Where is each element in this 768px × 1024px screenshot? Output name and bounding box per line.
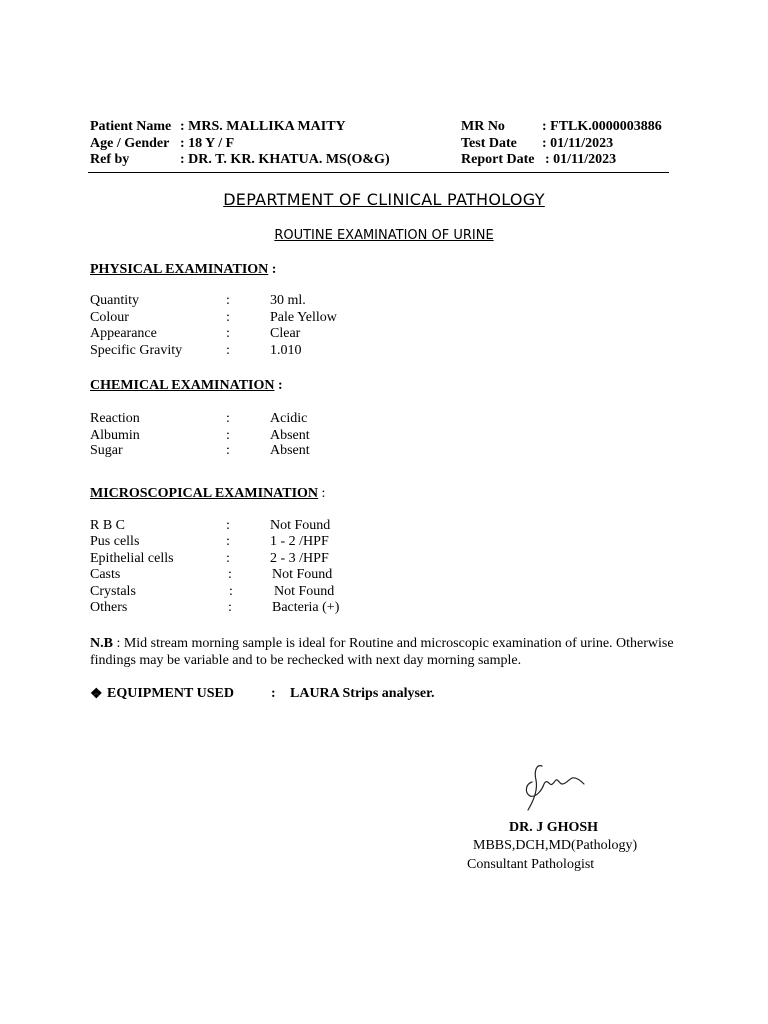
note-paragraph	[90, 635, 690, 669]
mr-no-label: MR No	[461, 119, 505, 134]
microscopical-title-text: MICROSCOPICAL EXAMINATION	[90, 486, 319, 501]
result-label: Casts	[90, 567, 121, 582]
result-value: Bacteria (+)	[272, 600, 340, 615]
result-label: Colour	[90, 310, 129, 325]
result-value: 1.010	[270, 343, 302, 358]
result-label: Sugar	[90, 443, 123, 458]
result-value: Pale Yellow	[270, 310, 337, 325]
patient-name-value: : MRS. MALLIKA MAITY	[180, 119, 346, 134]
chemical-title-text: CHEMICAL EXAMINATION	[90, 378, 275, 393]
result-label: Pus cells	[90, 534, 140, 549]
ref-by-value: : DR. T. KR. KHATUA. MS(O&G)	[180, 152, 390, 167]
microscopical-title-suffix: :	[318, 486, 326, 501]
result-label: Crystals	[90, 584, 136, 599]
patient-name-label: Patient Name	[90, 119, 172, 134]
signatory-role: Consultant Pathologist	[467, 857, 595, 872]
result-value: 1 - 2 /HPF	[270, 534, 329, 549]
result-separator: :	[226, 343, 230, 358]
chemical-title-suffix: :	[274, 378, 283, 393]
signatory-name: DR. J GHOSH	[509, 820, 599, 835]
diamond-bullet-icon: ❖	[90, 687, 103, 702]
result-label: Appearance	[90, 326, 157, 341]
signatory-qualification: MBBS,DCH,MD(Pathology)	[473, 838, 638, 853]
result-label: Reaction	[90, 411, 140, 426]
result-separator: :	[226, 551, 230, 566]
result-value: Absent	[270, 443, 310, 458]
header-divider	[88, 172, 669, 173]
microscopical-section-title	[90, 486, 325, 502]
result-separator: :	[226, 411, 230, 426]
chemical-section-title	[90, 378, 283, 394]
report-date-label: Report Date	[461, 152, 535, 167]
note-text: : Mid stream morning sample is ideal for Routine and microscopic examination of urine. Otherwise findings may be variable and to be rechecked with next day morning sample.	[90, 636, 674, 668]
test-date-label: Test Date	[461, 136, 517, 151]
result-label: Specific Gravity	[90, 343, 183, 358]
result-label: Albumin	[90, 428, 140, 443]
result-separator: :	[226, 293, 230, 308]
result-value: Clear	[270, 326, 301, 341]
result-separator: :	[228, 567, 232, 582]
test-title: ROUTINE EXAMINATION OF URINE	[274, 228, 494, 243]
test-date-value: : 01/11/2023	[542, 136, 614, 151]
result-separator: :	[229, 584, 233, 599]
result-label: Others	[90, 600, 128, 615]
mr-no-value: : FTLK.0000003886	[542, 119, 662, 134]
result-label: Epithelial cells	[90, 551, 174, 566]
result-value: Not Found	[270, 518, 331, 533]
physical-section-title	[90, 262, 276, 278]
physical-title-suffix: :	[268, 262, 277, 277]
result-label: R B C	[90, 518, 126, 533]
result-label: Quantity	[90, 293, 139, 308]
physical-title-text: PHYSICAL EXAMINATION	[90, 262, 269, 277]
ref-by-label: Ref by	[90, 152, 130, 167]
result-separator: :	[226, 326, 230, 341]
signature-image	[518, 762, 590, 818]
age-gender-label: Age / Gender	[90, 136, 170, 151]
equipment-value: LAURA Strips analyser.	[290, 686, 435, 701]
note-label: N.B	[90, 636, 113, 651]
equipment-separator: :	[271, 686, 276, 701]
result-value: Not Found	[274, 584, 335, 599]
result-separator: :	[226, 518, 230, 533]
result-separator: :	[226, 443, 230, 458]
equipment-label: EQUIPMENT USED	[107, 686, 234, 701]
result-value: Not Found	[272, 567, 333, 582]
result-separator: :	[226, 310, 230, 325]
department-title: DEPARTMENT OF CLINICAL PATHOLOGY	[223, 190, 545, 209]
signature-stroke	[526, 766, 584, 810]
result-value: Absent	[270, 428, 310, 443]
result-value: 2 - 3 /HPF	[270, 551, 329, 566]
report-date-value: : 01/11/2023	[545, 152, 617, 167]
result-value: Acidic	[270, 411, 308, 426]
result-separator: :	[226, 428, 230, 443]
result-separator: :	[228, 600, 232, 615]
result-separator: :	[226, 534, 230, 549]
result-value: 30 ml.	[270, 293, 306, 308]
age-gender-value: : 18 Y / F	[180, 136, 235, 151]
